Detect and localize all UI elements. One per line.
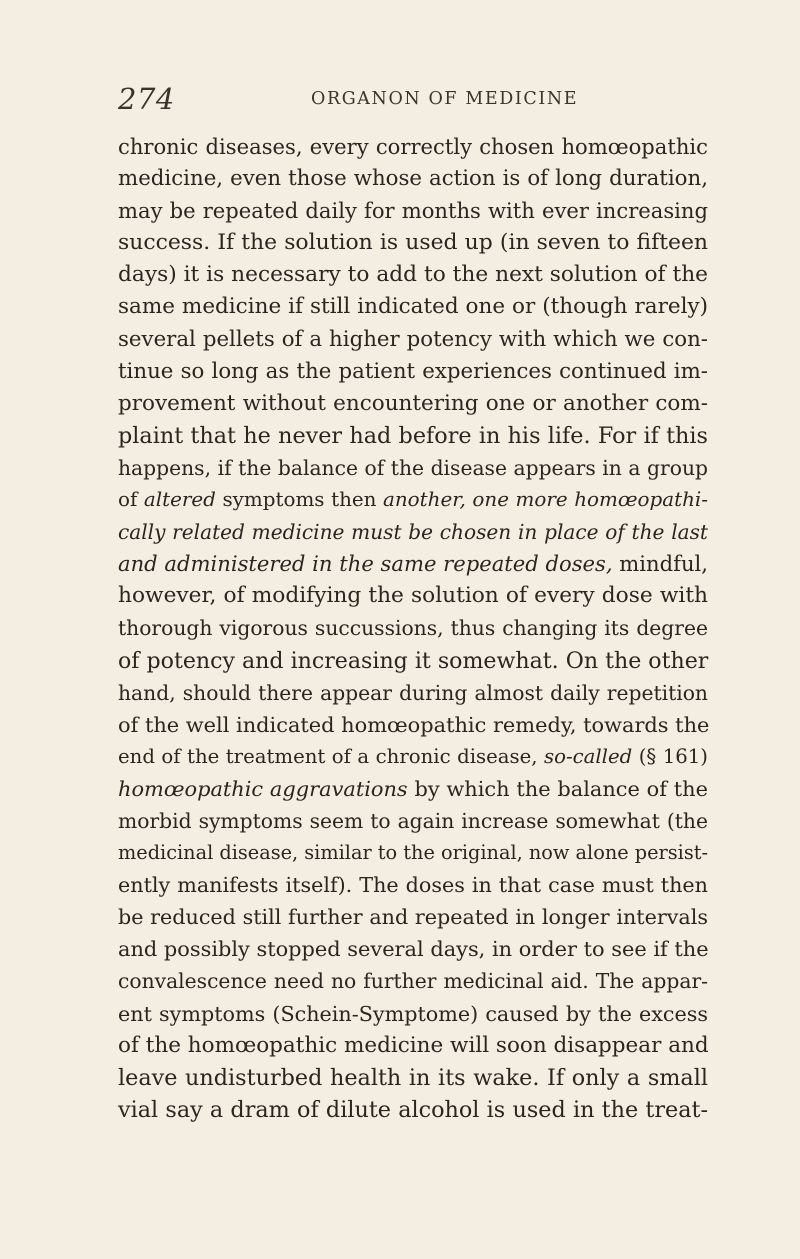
text-run: chronic diseases, every correctly chosen homœopathic [118, 134, 708, 159]
text-run: of potency and increasing it somewhat. On the other [118, 647, 709, 674]
text-line [118, 773, 708, 805]
text-line [118, 163, 708, 195]
text-run: and possibly stopped several days, in order to see if the [118, 937, 709, 962]
text-line [118, 837, 708, 869]
text-run: end of the treatment of a chronic disease, [118, 744, 544, 768]
text-run: medicine, even those whose action is of long duration, [118, 166, 708, 192]
text-run: mindful, [612, 551, 708, 577]
text-line [118, 580, 708, 612]
text-run: be reduced still further and repeated in longer intervals [118, 905, 708, 930]
text-run: morbid symptoms seem to again increase somewhat (the [118, 808, 708, 833]
text-line [118, 548, 708, 580]
text-line [118, 645, 708, 677]
text-line [118, 484, 708, 516]
text-run: ent symptoms (Schein-Symptome) caused by the excess [118, 1001, 708, 1026]
text-run: tinue so long as the patient experiences continued im- [118, 358, 708, 384]
text-line [118, 933, 708, 965]
text-line [118, 965, 708, 997]
text-run: vial say a dram of dilute alcohol is used in the treat- [118, 1096, 708, 1123]
running-head: ORGANON OF MEDICINE [311, 89, 579, 109]
text-run: provement without encountering one or another com- [118, 390, 708, 416]
text-line [118, 1030, 708, 1062]
text-run: by which the balance of the [407, 776, 708, 801]
text-line [118, 227, 708, 259]
text-line [118, 1062, 708, 1094]
text-line [118, 388, 708, 420]
body-paragraph [118, 131, 708, 1126]
text-line [118, 356, 708, 388]
text-run: convalescence need no further medicinal aid. The appar- [118, 969, 708, 994]
italic-text: cally related medicine must be chosen in place of the last [118, 520, 708, 545]
text-run: of the well indicated homœopathic remedy, towards the [118, 712, 710, 737]
text-line [118, 131, 708, 163]
text-run: thorough vigorous succussions, thus changing its degree [118, 616, 708, 641]
text-line [118, 516, 708, 548]
page-number: 274 [118, 82, 175, 116]
text-line [118, 998, 708, 1030]
text-run: leave undisturbed health in its wake. If only a small [118, 1064, 708, 1091]
text-run: of [118, 488, 144, 512]
text-run: hand, should there appear during almost daily repetition [118, 680, 708, 705]
text-line [118, 259, 708, 291]
text-run: may be repeated daily for months with ever increasing [118, 198, 708, 224]
italic-text: another, one more homœopathi- [383, 488, 708, 512]
text-run: several pellets of a higher potency with which we con- [118, 326, 708, 352]
text-run: medicinal disease, similar to the original, now alone persist- [118, 841, 708, 865]
text-run: however, of modifying the solution of every dose with [118, 583, 708, 609]
text-line [118, 452, 708, 484]
italic-text: homœopathic aggravations [118, 776, 408, 801]
text-line [118, 324, 708, 356]
text-run: of the homœopathic medicine will soon disappear and [118, 1032, 709, 1058]
text-run: (§ 161) [632, 744, 708, 768]
text-line [118, 677, 708, 709]
text-run: plaint that he never had before in his life. For if this [118, 422, 708, 449]
italic-text: so-called [544, 744, 633, 768]
text-line [118, 805, 708, 837]
text-line [118, 901, 708, 933]
text-run: ently manifests itself). The doses in that case must then [118, 873, 708, 898]
text-run: days) it is necessary to add to the next solution of the [118, 262, 708, 288]
text-line [118, 612, 708, 644]
italic-text: altered [143, 488, 216, 512]
page-header [118, 80, 708, 114]
text-line [118, 1094, 708, 1126]
text-line [118, 869, 708, 901]
text-line [118, 420, 708, 452]
text-run: happens, if the balance of the disease appears in a group [118, 455, 708, 480]
text-run: success. If the solution is used up (in seven to fifteen [118, 230, 708, 256]
italic-text: and administered in the same repeated doses, [118, 551, 613, 577]
text-line [118, 291, 708, 323]
text-run: same medicine if still indicated one or (though rarely) [118, 294, 708, 320]
text-line [118, 741, 708, 773]
text-line [118, 709, 708, 741]
text-run: symptoms then [215, 488, 384, 512]
text-line [118, 195, 708, 227]
